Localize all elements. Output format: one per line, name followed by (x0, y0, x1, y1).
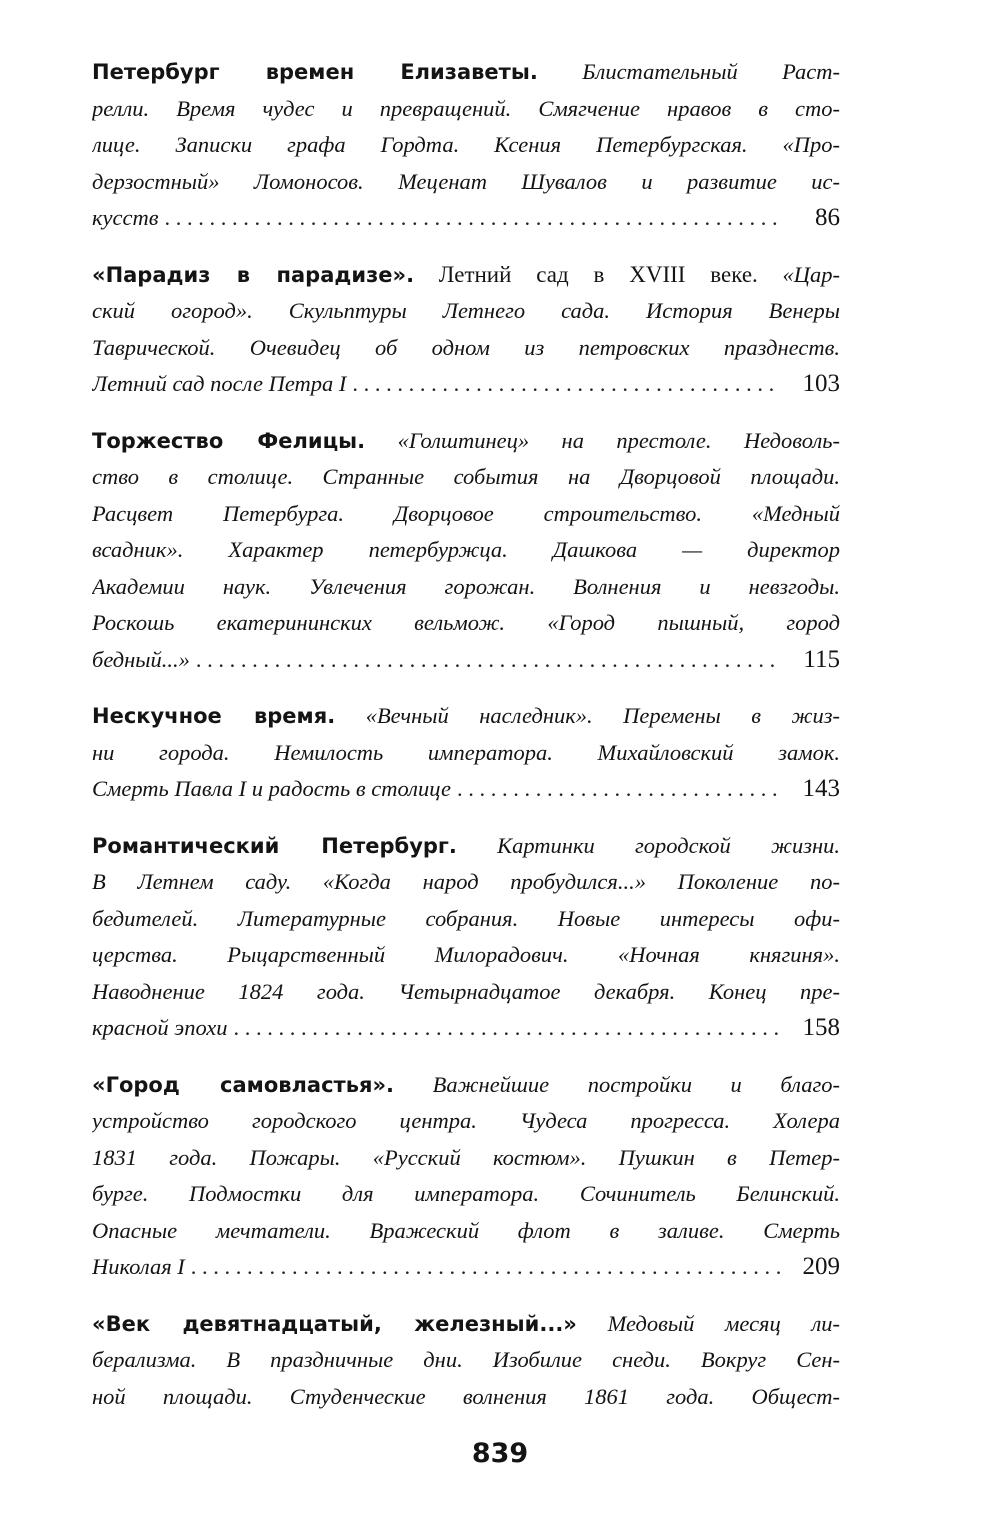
dot-leader (196, 642, 780, 679)
toc-entry-text: бедный...» (92, 646, 190, 672)
toc-entry-line (92, 423, 840, 460)
toc-page-number: 103 (802, 370, 840, 397)
toc-entry-text: Блистательный Раст- (582, 59, 840, 84)
dot-leader (234, 1010, 780, 1047)
page-number: 839 (471, 1438, 529, 1469)
toc-entry-line: 1831 года. Пожары. «Русский костюм». Пушкин в Петер- (92, 1144, 840, 1170)
dot-leader (165, 200, 780, 237)
toc-entry-text: Важнейшие постройки и благо- (432, 1071, 840, 1097)
toc-entry-line: ной площади. Студенческие волнения 1861 года. Общест- (92, 1383, 840, 1409)
toc-page-number: 143 (802, 775, 840, 802)
toc-entry-line: устройство городского центра. Чудеса прогресса. Холера (92, 1108, 840, 1133)
toc-entry-title: Романтический Петербург. (92, 833, 457, 858)
toc-entry-text: Летний сад в XVIII веке. (438, 261, 758, 287)
toc-entry-line: В Летнем саду. «Когда народ пробудился...» Поколение по- (92, 869, 840, 894)
toc-entry-line (92, 828, 840, 865)
toc-entry-text: красной эпохи (92, 1015, 228, 1040)
toc-entry-line: бурге. Подмостки для императора. Сочинитель Белинский. (92, 1181, 840, 1206)
toc-entry-line: Опасные мечтатели. Вражеский флот в заливе. Смерть (92, 1217, 840, 1243)
toc-entry-last-line (92, 642, 840, 679)
toc-entry-text: Картинки городской жизни. (497, 832, 840, 858)
toc-entry-line: Таврической. Очевидец об одном из петровских празднеств. (92, 334, 840, 360)
toc-entry-line (92, 54, 840, 91)
toc-entry (92, 423, 840, 679)
toc-entry-text: Николая I (92, 1254, 185, 1279)
table-of-contents (92, 54, 840, 1435)
toc-entry-title: «Век девятнадцатый, железный...» (92, 1311, 577, 1336)
dot-leader (457, 771, 780, 808)
toc-entry-title: Нескучное время. (92, 704, 336, 728)
toc-entry-line (92, 698, 840, 735)
toc-entry-text: «Цар- (782, 261, 840, 287)
toc-entry-last-line (92, 1010, 840, 1047)
toc-entry-last-line (92, 366, 840, 403)
toc-entry-line: Расцвет Петербурга. Дворцовое строительство. «Медный (92, 500, 840, 526)
toc-entry-line: дерзостный» Ломоносов. Меценат Шувалов и развитие ис- (92, 168, 840, 194)
toc-entry-title: Торжество Фелицы. (92, 428, 366, 453)
toc-entry (92, 257, 840, 403)
toc-entry-title: «Город самовластья». (92, 1072, 395, 1097)
toc-entry-text: «Вечный наследник». Перемены в жиз- (365, 703, 840, 728)
toc-entry-line: Роскошь екатерининских вельмож. «Город пышный, город (92, 610, 840, 635)
toc-entry-last-line (92, 771, 840, 808)
toc-entry-line (92, 1067, 840, 1104)
toc-entry (92, 828, 840, 1047)
toc-entry (92, 54, 840, 237)
toc-page-number: 158 (802, 1014, 840, 1041)
toc-entry-text: Летний сад после Петра I (92, 371, 347, 396)
toc-entry-line: релли. Время чудес и превращений. Смягчение нравов в сто- (92, 95, 840, 121)
toc-entry-text: кусств (92, 205, 159, 230)
toc-entry-line (92, 257, 840, 294)
toc-entry (92, 1067, 840, 1286)
toc-entry-text: Медовый месяц ли- (607, 1310, 840, 1336)
toc-page-number: 209 (802, 1253, 840, 1280)
dot-leader (352, 366, 780, 403)
toc-entry-last-line (92, 200, 840, 237)
toc-entry-line: берализма. В праздничные дни. Изобилие снеди. Вокруг Сен- (92, 1347, 840, 1372)
toc-entry (92, 698, 840, 808)
toc-page-number: 86 (815, 204, 840, 231)
toc-entry-title: «Парадиз в парадизе». (92, 262, 415, 287)
toc-entry-line (92, 1306, 840, 1343)
toc-entry-line: ство в столице. Странные события на Дворцовой площади. (92, 464, 840, 489)
toc-entry-line: Академии наук. Увлечения горожан. Волнения и невзгоды. (92, 573, 840, 599)
toc-entry-line: Наводнение 1824 года. Четырнадцатое декабря. Конец пре- (92, 978, 840, 1004)
toc-entry-line: ни города. Немилость императора. Михайловский замок. (92, 739, 840, 765)
toc-entry-line: бедителей. Литературные собрания. Новые интересы офи- (92, 905, 840, 931)
toc-entry-text: Смерть Павла I и радость в столице (92, 776, 452, 801)
toc-entry-last-line (92, 1249, 840, 1286)
toc-entry-title: Петербург времен Елизаветы. (92, 60, 538, 84)
toc-entry-line: всадник». Характер петербуржца. Дашкова — директор (92, 537, 840, 562)
toc-entry-line: церства. Рыцарственный Милорадович. «Ночная княгиня». (92, 942, 840, 967)
toc-entry-line: лице. Записки графа Гордта. Ксения Петербургская. «Про- (92, 132, 840, 157)
toc-entry (92, 1306, 840, 1416)
dot-leader (191, 1249, 780, 1286)
toc-entry-text: «Голштинец» на престоле. Недоволь- (397, 427, 840, 453)
toc-page-number: 115 (803, 645, 840, 673)
toc-entry-line: ский огород». Скульптуры Летнего сада. История Венеры (92, 298, 840, 323)
